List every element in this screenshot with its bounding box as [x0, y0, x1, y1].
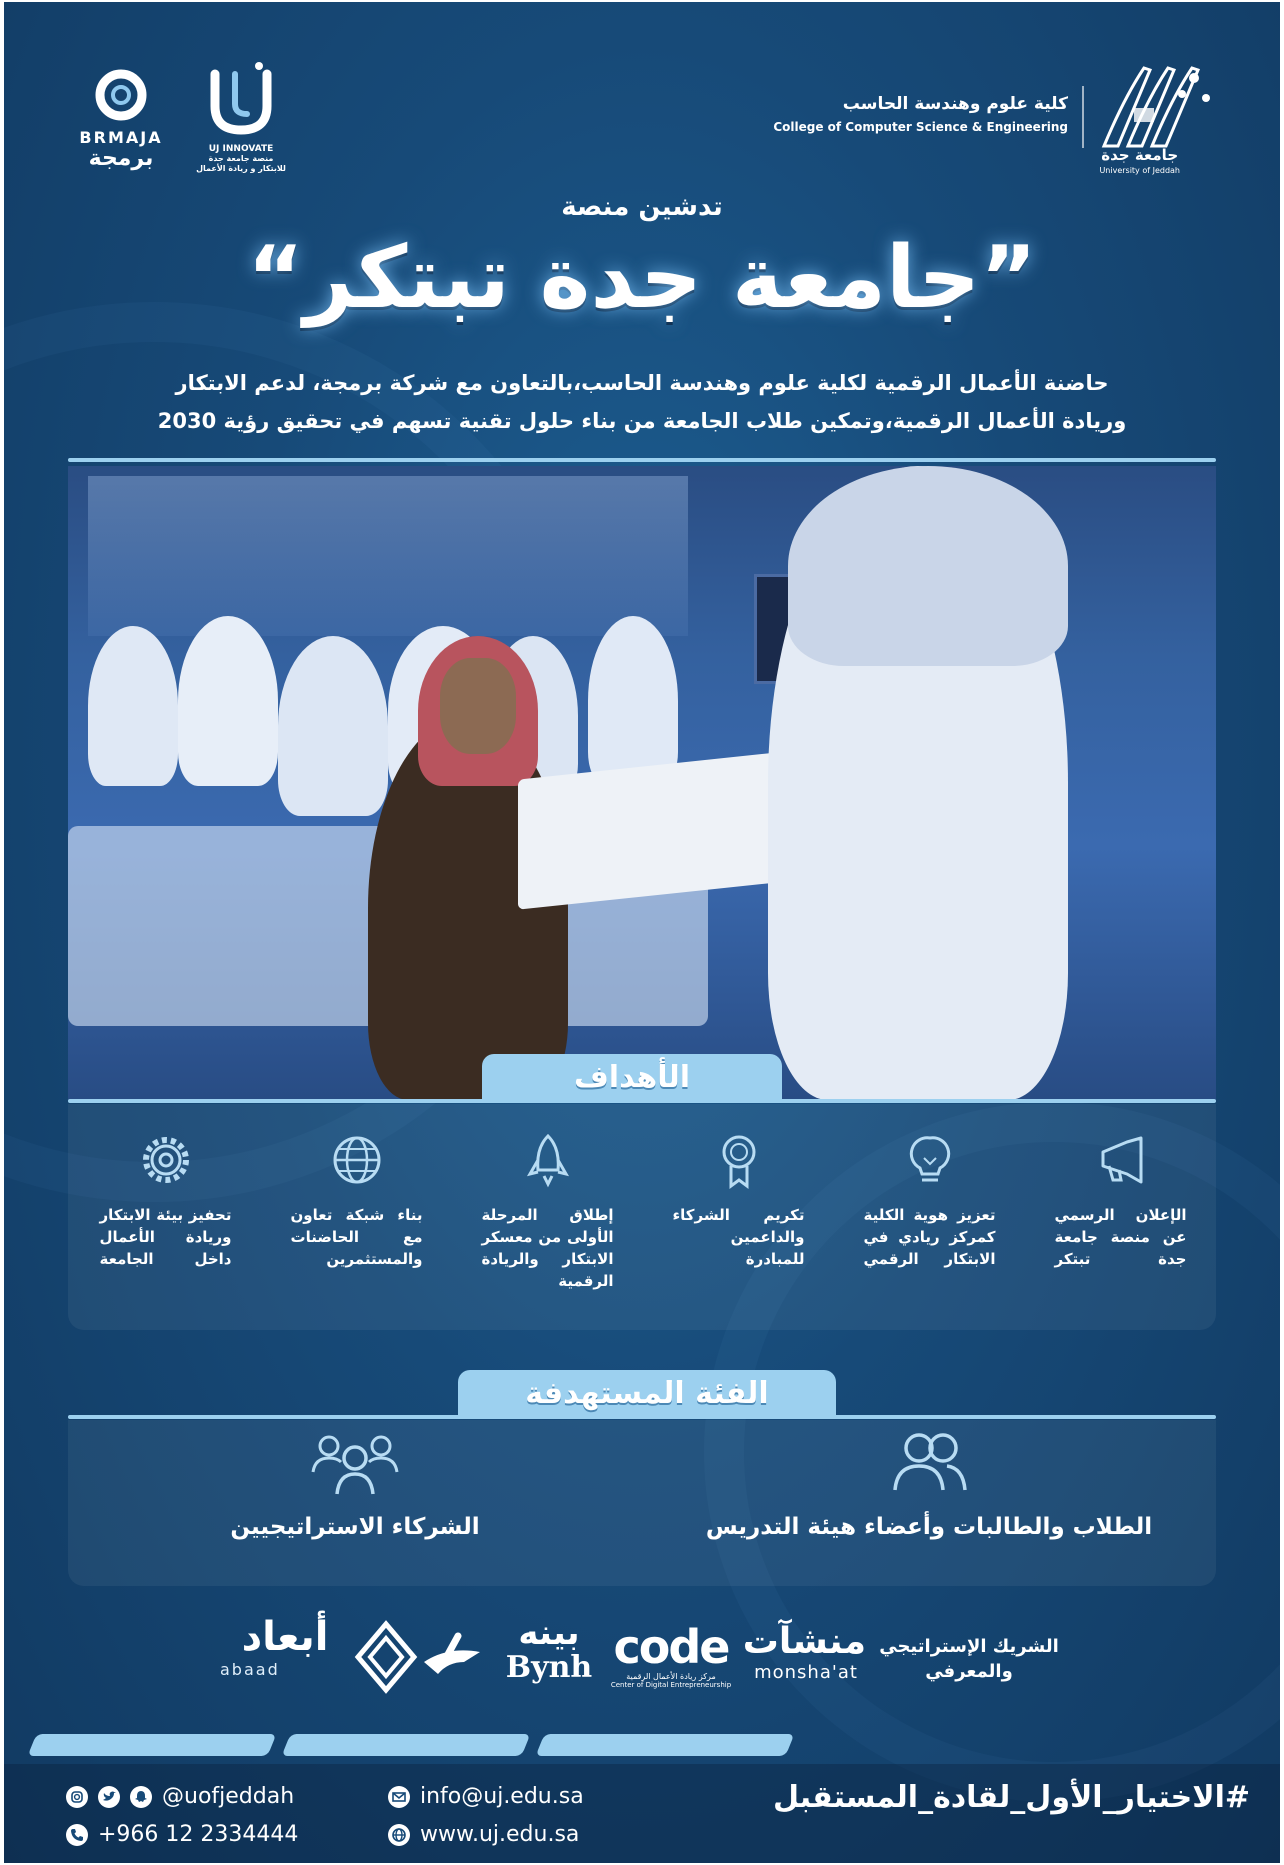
target-item — [642, 1420, 1216, 1584]
abaad-mark-icon — [354, 1620, 418, 1694]
website-text[interactable]: www.uj.edu.sa — [420, 1822, 580, 1847]
college-name — [773, 94, 1068, 134]
twitter-icon[interactable] — [98, 1786, 120, 1808]
photo-figure — [588, 616, 678, 786]
brmaja-logo — [66, 66, 176, 171]
goal-text: إطلاق المرحلة الأولى من معسكر الابتكار والريادة الرقمية — [481, 1206, 614, 1290]
poster — [4, 2, 1280, 1863]
phone-contact[interactable] — [66, 1822, 298, 1847]
bynh-mark-icon — [418, 1622, 488, 1692]
globe-icon — [327, 1130, 387, 1190]
uj-logo — [1094, 58, 1220, 154]
innovate-u-icon — [201, 60, 281, 140]
footer-strip — [282, 1734, 531, 1756]
footer-strip — [536, 1734, 795, 1756]
social-handle[interactable]: @uofjeddah — [162, 1784, 295, 1809]
goal-item — [1025, 1130, 1216, 1330]
photo-face — [440, 658, 516, 754]
phone-number[interactable]: +966 12 2334444 — [98, 1822, 299, 1847]
uj-name-en: University of Jeddah — [1099, 166, 1180, 175]
photo-figure — [278, 636, 388, 816]
gear-icon — [136, 1130, 196, 1190]
email-text[interactable]: info@uj.edu.sa — [420, 1784, 584, 1809]
brmaja-ring-icon — [92, 66, 150, 124]
bynh-name-en: Bynh — [505, 1650, 593, 1685]
bynh-name-ar: بينه — [518, 1613, 580, 1653]
uj-emblem-icon — [1094, 58, 1220, 154]
snapchat-icon[interactable] — [130, 1786, 152, 1808]
event-photo — [68, 466, 1216, 1100]
abaad-logo — [220, 1614, 350, 1679]
megaphone-icon — [1091, 1130, 1151, 1190]
two-users-icon — [881, 1428, 977, 1500]
uj-name — [1099, 146, 1180, 175]
college-name-ar: كلية علوم وهندسة الحاسب — [842, 94, 1068, 114]
goal-item — [261, 1130, 452, 1330]
footer-strip — [28, 1734, 277, 1756]
globe-icon — [388, 1824, 410, 1846]
photo-gift-box — [518, 752, 778, 909]
monshaat-name-en: monsha'at — [754, 1662, 858, 1683]
logo-divider — [1082, 86, 1084, 148]
goal-item — [834, 1130, 1025, 1330]
phone-icon — [66, 1824, 88, 1846]
intro-line: حاضنة الأعمال الرقمية لكلية علوم وهندسة الحاسب،بالتعاون مع شركة برمجة، لدعم الابتكار — [175, 371, 1109, 395]
monshaat-logo — [742, 1621, 866, 1683]
photo-figure — [178, 616, 278, 786]
lightbulb-icon — [900, 1130, 960, 1190]
code-sub-ar: مركز ريادة الأعمال الرقمية — [626, 1672, 716, 1681]
email-contact[interactable] — [388, 1784, 584, 1809]
partner-label — [874, 1636, 1064, 1682]
instagram-icon[interactable] — [66, 1786, 88, 1808]
uj-innovate-logo — [196, 60, 286, 174]
innovate-name-en: UJ INNOVATE — [208, 144, 274, 154]
social-contact[interactable] — [66, 1784, 294, 1809]
goal-text: تكريم الشركاء والداعمين للمبادرة — [672, 1206, 805, 1268]
goal-text: تعزيز هوية الكلية كمركز ريادي في الابتكار الرقمي — [863, 1206, 996, 1268]
target-list — [68, 1420, 1216, 1584]
monshaat-name-ar: منشآت — [742, 1621, 866, 1662]
target-text: الطلاب والطالبات وأعضاء هيئة التدريس — [705, 1514, 1153, 1540]
main-title: ”جامعة جدة تبتكر“ — [247, 228, 1037, 328]
email-icon — [388, 1786, 410, 1808]
abaad-name-ar: أبعاد — [241, 1614, 329, 1660]
partner-label-line: الشريك الإستراتيجي — [879, 1636, 1059, 1657]
hashtag: #الاختيار_الأول_لقادة_المستقبل — [773, 1780, 1250, 1815]
photo-headdress — [788, 466, 1068, 666]
goals-heading: الأهداف — [482, 1054, 782, 1100]
bynh-logo — [494, 1614, 604, 1684]
goals-list — [68, 1130, 1216, 1330]
code-logo — [606, 1622, 736, 1689]
intro-text — [104, 364, 1180, 440]
divider-rule — [68, 458, 1216, 462]
goal-item — [643, 1130, 834, 1330]
goal-text: الإعلان الرسمي عن منصة جامعة جدة تبتكر — [1054, 1206, 1187, 1268]
website-contact[interactable] — [388, 1822, 579, 1847]
photo-backdrop — [88, 476, 688, 636]
brmaja-name-ar: برمجة — [88, 146, 154, 171]
uj-name-ar: جامعة جدة — [1101, 146, 1179, 164]
subtitle: تدشين منصة — [561, 192, 723, 222]
goal-text: بناء شبكة تعاون مع الحاضنات والمستثمرين — [290, 1206, 423, 1268]
target-heading: الفئة المستهدفة — [458, 1370, 836, 1416]
goal-item — [452, 1130, 643, 1330]
abaad-name-en: abaad — [220, 1660, 280, 1679]
rocket-icon — [518, 1130, 578, 1190]
code-sub-en: Center of Digital Entrepreneurship — [610, 1681, 732, 1689]
photo-figure — [88, 626, 178, 786]
group-users-icon — [307, 1428, 403, 1500]
intro-line: وريادة الأعمال الرقمية،وتمكين طلاب الجامعة من بناء حلول تقنية تسهم في تحقيق رؤية 2030 — [157, 409, 1127, 433]
code-name: code — [613, 1620, 729, 1674]
target-item — [68, 1420, 642, 1584]
college-name-en: College of Computer Science & Engineering — [773, 120, 1068, 134]
award-icon — [709, 1130, 769, 1190]
goal-text: تحفيز بيئة الابتكار وريادة الأعمال داخل الجامعة — [99, 1206, 232, 1268]
innovate-name-ar: منصة جامعة جدة للابتكار و ريادة الأعمال — [196, 154, 286, 173]
partner-label-line: والمعرفي — [925, 1661, 1013, 1682]
goal-item — [70, 1130, 261, 1330]
target-text: الشركاء الاستراتيجيين — [230, 1514, 480, 1540]
brmaja-name-en: BRMAJA — [79, 128, 163, 147]
